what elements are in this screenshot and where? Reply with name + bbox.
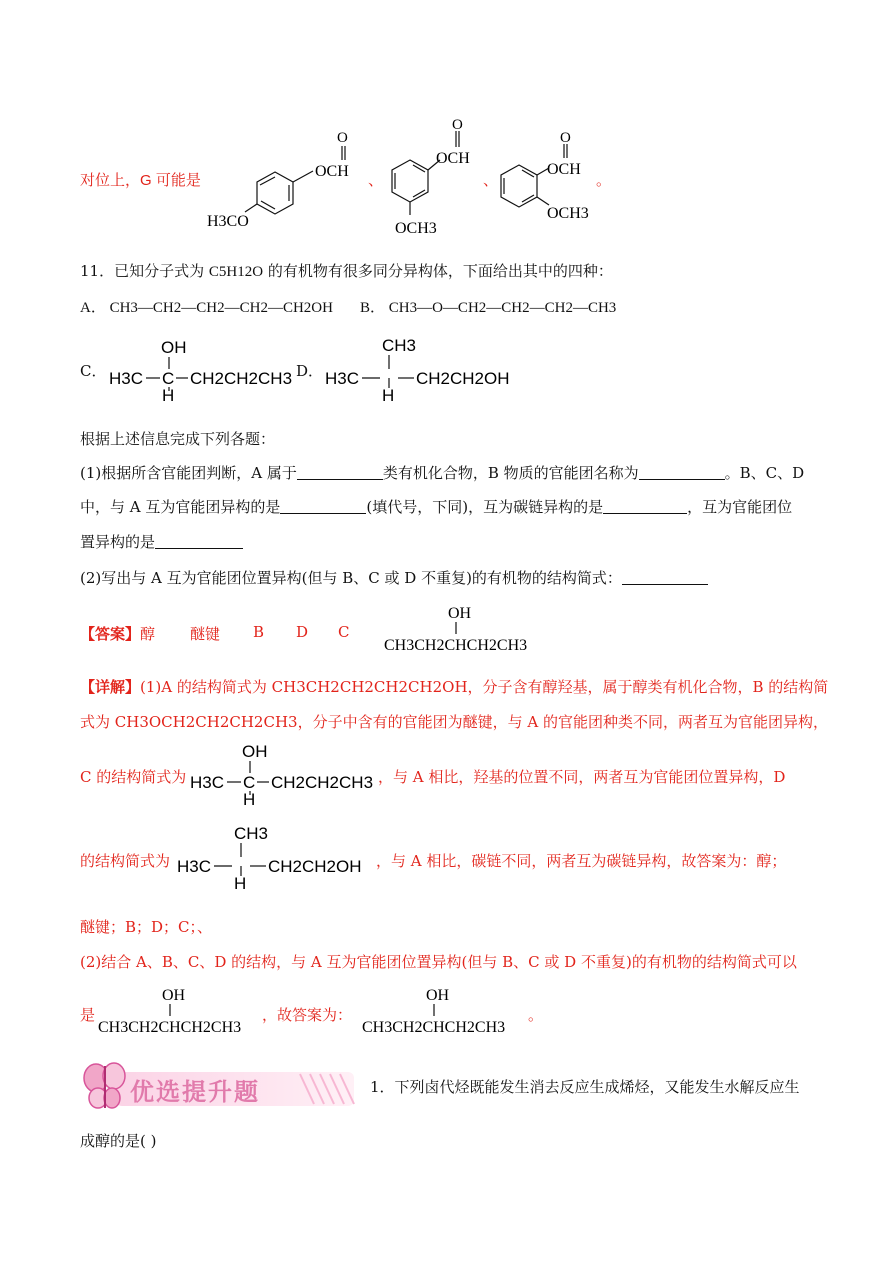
detail-line2: 式为 CH3OCH2CH2CH2CH3，分子中含有的官能团为醚键，与 A 的官能团种类不同，两者互为官能团异构，	[80, 713, 828, 731]
instruction: 根据上述信息完成下列各题：	[80, 430, 276, 448]
option-c-label: C．	[80, 362, 107, 380]
formula-token: CH3	[382, 336, 417, 355]
formula-token: H3C	[177, 857, 212, 876]
structure-para	[205, 122, 385, 232]
formula-token: OH	[426, 987, 450, 1004]
och3-label: OCH3	[395, 220, 437, 237]
formula-token: H	[382, 386, 395, 404]
answer-blank[interactable]	[603, 499, 687, 514]
detail-structure-c	[187, 738, 387, 808]
detail-structure-ans2	[360, 982, 530, 1038]
part1-text-g: 置异构的是	[80, 533, 156, 551]
detail-line1	[80, 676, 828, 697]
answer-blank[interactable]	[155, 534, 243, 549]
answer-a5: C	[338, 623, 350, 641]
detail-structure-d	[174, 820, 379, 892]
part1-text-a: (1)根据所含官能团判断，A 属于	[80, 464, 297, 482]
formula-token: CH3CH2CHCH2CH3	[384, 637, 528, 654]
part1-line3	[80, 531, 243, 552]
detail-line3b: ，与 A 相比，羟基的位置不同，两者互为官能团位置异构，D	[378, 768, 786, 786]
o-label: O	[452, 117, 463, 133]
prev-answer-lead: 对位上，G 可能是	[80, 172, 201, 189]
formula-token: H	[243, 790, 256, 808]
formula-token: CH2CH2CH3	[190, 369, 293, 388]
structure-meta	[380, 115, 500, 240]
detail-line5: 醚键；B；D；C；、	[80, 918, 213, 936]
formula-token: OH	[162, 987, 186, 1004]
option-d-label: D．	[296, 362, 324, 380]
part1-line1	[80, 462, 804, 483]
formula-token: CH2CH2OH	[416, 369, 510, 388]
formula-token: CH3CH2CHCH2CH3	[362, 1019, 506, 1036]
part2-line	[80, 567, 708, 588]
part1-text-f: ，互为官能团位	[687, 498, 793, 516]
answer-a1: 醇	[140, 625, 156, 643]
answer-blank[interactable]	[622, 570, 708, 585]
part2-text: (2)写出与 A 互为官能团位置异构(但与 B、C 或 D 不重复)的有机物的结构简式：	[80, 569, 622, 587]
detail-line4a: 的结构简式为	[80, 852, 171, 870]
option-a	[80, 296, 333, 317]
section-badge-label: 优选提升题	[130, 1078, 260, 1106]
formula-token: CH3	[234, 824, 269, 843]
detail-line6: (2)结合 A、B、C、D 的结构，与 A 互为官能团位置异构(但与 B、C 或 D 不重复)的有机物的结构简式可以	[80, 953, 797, 971]
detail-tag: 【详解】	[80, 678, 141, 696]
sep1: 、	[368, 172, 384, 189]
detail-line7c: 。	[528, 1006, 544, 1024]
answer-blank[interactable]	[280, 499, 366, 514]
detail-line7a: 是	[80, 1006, 96, 1024]
section-q1-line2: 成醇的是( )	[80, 1132, 157, 1150]
formula-token: H3C	[109, 369, 144, 388]
answer-tag: 【答案】	[80, 625, 141, 643]
h3co-label: H3CO	[207, 213, 249, 230]
detail-line3a: C 的结构简式为	[80, 768, 187, 786]
detail-line4b: ，与 A 相比，碳链不同，两者互为碳链异构，故答案为：醇；	[376, 852, 787, 870]
q11-number: 11．	[80, 262, 115, 280]
o-label: O	[337, 130, 348, 146]
end-mark: 。	[596, 172, 612, 189]
structure-ortho	[495, 128, 605, 228]
sep2: 、	[483, 172, 499, 189]
part1-text-b: 类有机化合物，B 物质的官能团名称为	[382, 464, 639, 482]
formula-token: CH2CH2OH	[268, 857, 362, 876]
option-b	[360, 296, 616, 317]
q11-stem	[80, 260, 613, 281]
answer-a4: D	[296, 623, 309, 641]
formula-token: OH	[161, 338, 187, 357]
formula-token: C	[162, 369, 175, 388]
och3-label: OCH3	[547, 205, 589, 222]
answer-a3: B	[253, 623, 265, 641]
part1-text-e: (填代号，下同)，互为碳链异构的是	[366, 498, 604, 516]
och-label: OCH	[315, 163, 349, 180]
answer-a2: 醚键	[190, 625, 221, 643]
part1-text-c: 。B、C、D	[724, 464, 805, 482]
formula-token: H3C	[190, 773, 225, 792]
detail-text-1: (1)A 的结构简式为 CH3CH2CH2CH2CH2OH，分子含有醇羟基，属于醇类有机化合物，B 的结构简	[140, 678, 829, 696]
answer-structure	[382, 600, 552, 656]
option-a-label: A．	[80, 300, 106, 316]
option-b-formula: CH3—O—CH2—CH2—CH2—CH3	[388, 300, 617, 316]
option-c-structure	[106, 334, 296, 404]
q11-stem-pre: 已知分子式为	[114, 262, 205, 280]
answer-blank[interactable]	[297, 465, 383, 480]
o-label: O	[560, 130, 571, 146]
q11-formula: C5H12O	[208, 264, 264, 280]
option-a-formula: CH3—CH2—CH2—CH2—CH2OH	[109, 300, 333, 316]
answer-line	[80, 623, 155, 644]
formula-token: H3C	[325, 369, 360, 388]
part1-line2	[80, 496, 792, 517]
detail-line7b: ，故答案为：	[262, 1006, 353, 1024]
answer-blank[interactable]	[639, 465, 725, 480]
q11-stem-post: 的有机物有很多同分异构体，下面给出其中的四种：	[267, 262, 613, 280]
formula-token: C	[243, 773, 256, 792]
formula-token: OH	[448, 605, 472, 622]
option-d-structure	[322, 332, 532, 404]
formula-token: H	[162, 386, 175, 404]
section-badge	[78, 1058, 368, 1114]
detail-structure-ans1	[96, 982, 266, 1038]
part1-text-d: 中，与 A 互为官能团异构的是	[80, 498, 281, 516]
och-label: OCH	[547, 161, 581, 178]
och-label: OCH	[436, 150, 470, 167]
formula-token: OH	[242, 742, 268, 761]
option-b-label: B．	[360, 300, 386, 316]
formula-token: CH2CH2CH3	[271, 773, 374, 792]
section-q1-line1: 1．下列卤代烃既能发生消去反应生成烯烃，又能发生水解反应生	[370, 1078, 800, 1096]
formula-token: CH3CH2CHCH2CH3	[98, 1019, 242, 1036]
formula-token: H	[234, 874, 247, 892]
